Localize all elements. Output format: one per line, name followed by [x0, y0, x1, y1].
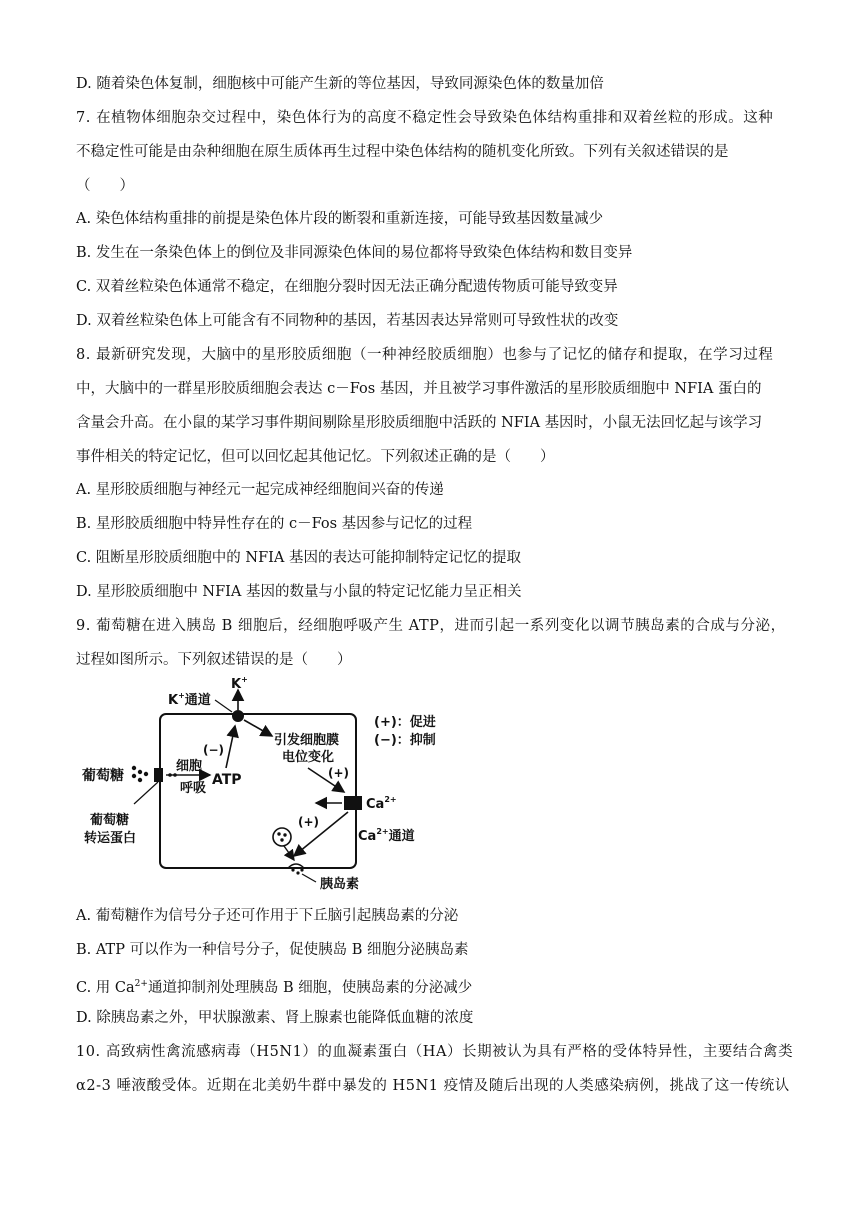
- svg-text:Ca2+通道: $Ca^{2+}$通道: [358, 827, 415, 844]
- cell-respiration-line-2: 呼吸: [180, 781, 207, 796]
- k-channel-label: K: [168, 693, 179, 708]
- q8-stem-line-1: 8. 最新研究发现，大脑中的星形胶质细胞（一种神经胶质细胞）也参与了记忆的储存和提取，在学习过程: [76, 347, 774, 363]
- insulin-vesicle: [273, 828, 291, 846]
- q8-option-b: B. 星形胶质细胞中特异性存在的 c－Fos 基因参与记忆的过程: [76, 516, 473, 532]
- legend-promote: (+)：促进: [374, 715, 436, 730]
- q7-stem-line-2: 不稳定性可能是由杂种细胞在原生质体再生过程中染色体结构的随机变化所致。下列有关叙述错误的是: [76, 144, 729, 160]
- q7-option-b: B. 发生在一条染色体上的倒位及非同源染色体间的易位都将导致染色体结构和数目变异: [76, 245, 633, 261]
- q8-stem-line-2: 中，大脑中的一群星形胶质细胞会表达 c－Fos 基因，并且被学习事件激活的星形胶质细胞中 NFIA 蛋白的: [76, 381, 762, 397]
- transporter-label-line-1: 葡萄糖: [90, 813, 130, 828]
- ca-channel-label: Ca: [358, 829, 377, 844]
- inhibit-sign: (−): [203, 743, 225, 757]
- q7-stem-line-1: 7. 在植物体细胞杂交过程中，染色体行为的高度不稳定性会导致染色体结构重排和双着丝粒的形成。这种: [76, 110, 774, 126]
- q9-option-c: C. 用 $Ca^{2+}$通道抑制剂处理胰岛 B 细胞，使胰岛素的分泌减少: [76, 979, 473, 996]
- q8-stem-line-4: 事件相关的特定记忆，但可以回忆起其他记忆。下列叙述正确的是（ ）: [76, 449, 555, 465]
- q9-option-d: D. 除胰岛素之外，甲状腺激素、肾上腺素也能降低血糖的浓度: [76, 1010, 474, 1026]
- svg-text:K+: K+: [231, 675, 248, 692]
- membrane-potential-line-2: 电位变化: [282, 750, 335, 765]
- q8-option-a: A. 星形胶质细胞与神经元一起完成神经细胞间兴奋的传递: [76, 482, 444, 498]
- insulin-secretion-diagram: [76, 674, 496, 896]
- svg-text:K+通道: K+通道: [168, 691, 211, 708]
- q8-stem-line-3: 含量会升高。在小鼠的某学习事件期间剔除星形胶质细胞中活跃的 NFIA 基因时，小鼠无法回忆起与该学习: [76, 415, 763, 431]
- q6-option-d: D. 随着染色体复制，细胞核中可能产生新的等位基因，导致同源染色体的数量加倍: [76, 76, 604, 92]
- glucose-label: 葡萄糖: [82, 768, 124, 784]
- promote-sign-1: (+): [328, 766, 350, 780]
- promote-sign-2: (+): [298, 815, 320, 829]
- q9-option-b: B. ATP 可以作为一种信号分子，促使胰岛 B 细胞分泌胰岛素: [76, 942, 469, 958]
- svg-text:Ca2+: $Ca^{2+}$: [366, 795, 397, 812]
- k-channel: [232, 710, 244, 722]
- cell-respiration-line-1: 细胞: [176, 759, 203, 774]
- glucose-transporter: [154, 768, 163, 782]
- q8-option-d: D. 星形胶质细胞中 NFIA 基因的数量与小鼠的特定记忆能力呈正相关: [76, 584, 522, 600]
- legend-inhibit: (−)：抑制: [374, 733, 436, 748]
- ca-ion-label: Ca: [366, 797, 385, 812]
- membrane-potential-line-1: 引发细胞膜: [274, 733, 340, 748]
- q7-option-a: A. 染色体结构重排的前提是染色体片段的断裂和重新连接，可能导致基因数量减少: [76, 211, 604, 227]
- q7-answer-blank: （ ）: [76, 178, 134, 194]
- q9-option-a: A. 葡萄糖作为信号分子还可作用于下丘脑引起胰岛素的分泌: [76, 908, 459, 924]
- k-ion-label: K: [231, 677, 242, 692]
- insulin-label: 胰岛素: [320, 877, 360, 892]
- q9-stem-line-2: 过程如图所示。下列叙述错误的是（ ）: [76, 652, 352, 668]
- q9-stem-line-1: 9. 葡萄糖在进入胰岛 B 细胞后，经细胞呼吸产生 ATP，进而引起一系列变化以调节胰岛素的合成与分泌，: [76, 618, 786, 634]
- q7-option-c: C. 双着丝粒染色体通常不稳定，在细胞分裂时因无法正确分配遗传物质可能导致变异: [76, 279, 618, 295]
- q10-stem-line-1: 10. 高致病性禽流感病毒（H5N1）的血凝素蛋白（HA）长期被认为具有严格的受体特异性，主要结合禽类: [76, 1044, 794, 1060]
- q7-option-d: D. 双着丝粒染色体上可能含有不同物种的基因，若基因表达异常则可导致性状的改变: [76, 313, 619, 329]
- ca-channel: [344, 796, 362, 810]
- transporter-label-line-2: 转运蛋白: [84, 831, 137, 846]
- q10-stem-line-2: α2-3 唾液酸受体。近期在北美奶牛群中暴发的 H5N1 疫情及随后出现的人类感染病例，挑战了这一传统认: [76, 1078, 790, 1094]
- atp-label: ATP: [212, 772, 242, 788]
- q8-option-c: C. 阻断星形胶质细胞中的 NFIA 基因的表达可能抑制特定记忆的提取: [76, 550, 521, 566]
